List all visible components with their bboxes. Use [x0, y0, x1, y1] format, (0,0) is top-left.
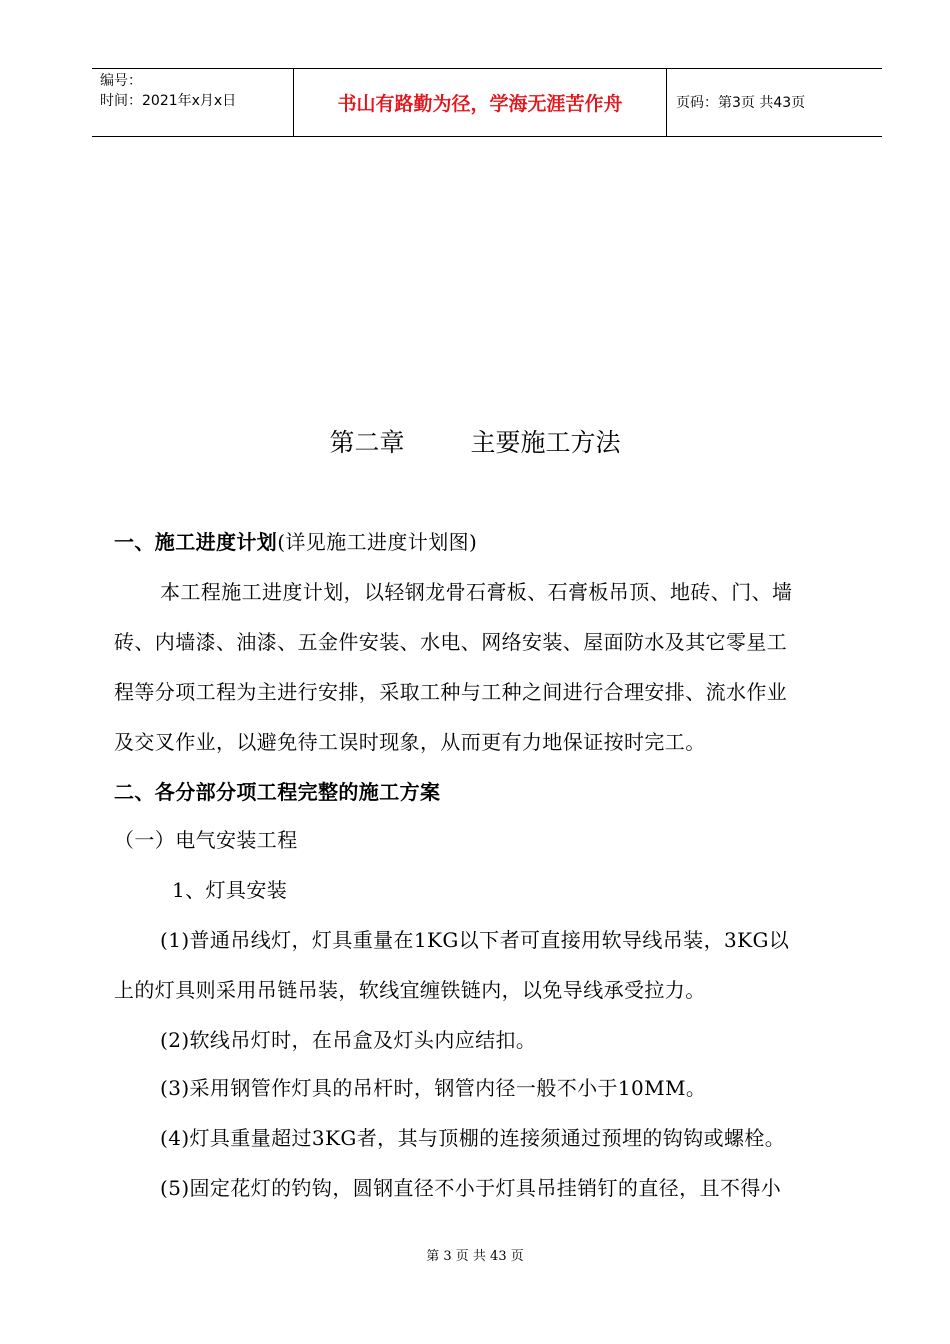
header-page-label: 页码：第3页 共43页	[676, 95, 806, 111]
section-1-para-line: 本工程施工进度计划，以轻钢龙骨石膏板、石膏板吊顶、地砖、门、墙	[160, 580, 793, 604]
chapter-title: 主要施工方法	[470, 428, 621, 457]
section-1-para-line: 砖、内墙漆、油漆、五金件安装、水电、网络安装、屋面防水及其它零星工	[114, 630, 788, 654]
header-divider-right	[666, 68, 667, 136]
section-1-heading-note: (详见施工进度计划图)	[277, 530, 478, 554]
section-1-para-line: 及交叉作业，以避免待工误时现象，从而更有力地保证按时完工。	[114, 730, 706, 754]
chapter-heading	[0, 426, 950, 460]
page-footer: 第 3 页 共 43 页	[426, 1249, 524, 1264]
section-2-point-line: (5)固定花灯的钓钩，圆钢直径不小于灯具吊挂销钉的直径，且不得小	[160, 1176, 782, 1200]
header-date-label: 时间：2021年x月x日	[100, 93, 237, 109]
section-2-point-line: (2)软线吊灯时，在吊盒及灯头内应结扣。	[160, 1028, 537, 1052]
section-1-heading: 一、施工进度计划(详见施工进度计划图)	[114, 530, 478, 554]
section-2-heading: 二、各分部分项工程完整的施工方案	[114, 780, 441, 804]
section-2-item-heading: 1、灯具安装	[172, 878, 288, 902]
chapter-number: 第二章	[329, 428, 405, 457]
section-2-point-line: (1)普通吊线灯，灯具重量在1KG以下者可直接用软导线吊装，3KG以	[160, 928, 790, 952]
header-bottom-rule	[92, 136, 882, 137]
section-1-para-line: 程等分项工程为主进行安排，采取工种与工种之间进行合理安排、流水作业	[114, 680, 788, 704]
section-2-point-line: 上的灯具则采用吊链吊装，软线宜缠铁链内，以免导线承受拉力。	[114, 978, 706, 1002]
header-code-label: 编号：	[100, 73, 142, 89]
header-top-rule	[92, 68, 882, 69]
section-2-subheading: （一）电气安装工程	[114, 828, 298, 852]
header-motto: 书山有路勤为径，学海无涯苦作舟	[337, 93, 623, 115]
section-2-point-line: (4)灯具重量超过3KG者，其与顶棚的连接须通过预埋的钩钩或螺栓。	[160, 1126, 786, 1150]
section-2-point-line: (3)采用钢管作灯具的吊杆时，钢管内径一般不小于10MM。	[160, 1076, 707, 1100]
